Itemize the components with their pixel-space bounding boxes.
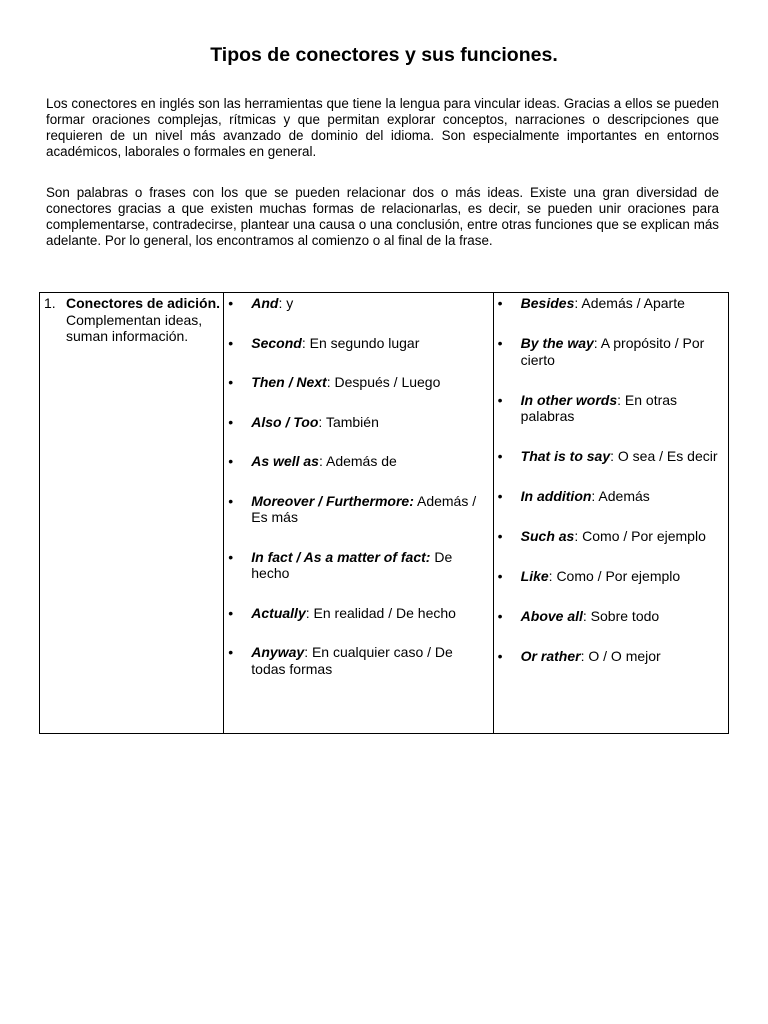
- list-item: [494, 608, 722, 625]
- connector-english: In addition: [520, 488, 592, 504]
- connector-translation: : O / O mejor: [580, 648, 661, 664]
- connector-english: In fact / As a matter of fact:: [251, 548, 431, 565]
- list-item: [224, 295, 486, 312]
- list-item: [494, 528, 722, 545]
- category-cell: [40, 293, 224, 734]
- list-item: [494, 448, 722, 465]
- connector-translation: : Como / Por ejemplo: [548, 568, 681, 584]
- connector-translation: : A propósito / Por cierto: [520, 335, 705, 368]
- connector-translation: : y: [278, 295, 294, 311]
- connector-translation: : En segundo lugar: [301, 334, 420, 351]
- list-item: [224, 453, 486, 470]
- connector-english: Actually: [251, 604, 306, 621]
- list-item: [494, 568, 722, 585]
- list-item: [224, 549, 486, 582]
- connector-english: That is to say: [520, 448, 611, 464]
- connector-translation: : En realidad / De hecho: [305, 604, 456, 621]
- list-item: [224, 335, 486, 352]
- connector-english: Then / Next: [251, 374, 327, 390]
- connector-translation: : Además: [591, 488, 650, 504]
- list-item: [224, 605, 486, 622]
- category-item: [40, 293, 223, 345]
- list-item: [224, 374, 486, 391]
- connectors-column-1: [224, 293, 493, 734]
- list-item: [494, 335, 722, 368]
- list-item: [224, 493, 486, 526]
- connector-english: Second: [251, 334, 302, 351]
- connector-translation: : En otras palabras: [520, 391, 678, 424]
- connector-translation: : O sea / Es decir: [610, 448, 718, 464]
- connector-translation: Además / Es más: [251, 492, 477, 525]
- connector-english: Besides: [520, 295, 575, 311]
- connector-translation: : Como / Por ejemplo: [574, 528, 706, 544]
- category-title: Conectores de adición.: [66, 295, 221, 311]
- connector-english: Or rather: [520, 648, 581, 664]
- connector-list-2: [494, 293, 728, 665]
- connectors-column-2: [493, 293, 728, 734]
- connector-translation: : Además de: [318, 453, 397, 469]
- connector-list-1: [224, 293, 492, 677]
- list-item: [224, 414, 486, 431]
- category-description: Complementan ideas, suman información.: [66, 311, 203, 344]
- list-item: [494, 295, 722, 312]
- connector-english: Above all: [520, 608, 583, 624]
- connector-english: Moreover / Furthermore:: [251, 492, 414, 509]
- list-item: [494, 648, 722, 665]
- connector-english: Also / Too: [251, 413, 319, 430]
- intro-paragraph: Los conectores en inglés son las herramientas que tiene la lengua para vincular ideas. Gracias a ellos se pueden formar oraciones complejas, rítmicas y que permitan explorar conceptos, narraciones o descripciones que requieren de un nivel más avanzado de dominio del idioma. Son especialmente importantes en entornos académicos, laborales o formales en general.: [46, 96, 719, 159]
- page-title: Tipos de conectores y sus funciones.: [210, 44, 558, 66]
- connectors-table: [39, 292, 729, 734]
- connector-english: And: [251, 295, 279, 311]
- connector-translation: De hecho: [251, 548, 453, 581]
- category-number: 1.: [44, 295, 56, 311]
- connector-english: In other words: [520, 391, 618, 408]
- list-item: [224, 644, 486, 677]
- connector-english: Such as: [520, 528, 575, 544]
- list-item: [494, 488, 722, 505]
- connector-english: Like: [520, 568, 549, 584]
- connector-english: By the way: [520, 335, 594, 351]
- connector-translation: : En cualquier caso / De todas formas: [251, 644, 453, 677]
- connector-translation: : Después / Luego: [326, 374, 441, 390]
- connector-translation: : Además / Aparte: [574, 295, 685, 311]
- connector-translation: : También: [318, 413, 379, 430]
- connector-english: Anyway: [251, 644, 305, 660]
- description-paragraph: Son palabras o frases con los que se pueden relacionar dos o más ideas. Existe una gran diversidad de conectores gracias a que existen muchas formas de relacionarlas, es decir, se pueden unir oraciones para complementarse, contradecirse, plantear una causa o una conclusión, entre otras funciones que se explican más adelante. Por lo general, los encontramos al comienzo o al final de la frase.: [46, 185, 719, 248]
- connector-translation: : Sobre todo: [582, 608, 660, 624]
- list-item: [494, 392, 722, 425]
- connector-english: As well as: [251, 453, 319, 469]
- category-content: [66, 295, 221, 345]
- table-row: [40, 293, 729, 734]
